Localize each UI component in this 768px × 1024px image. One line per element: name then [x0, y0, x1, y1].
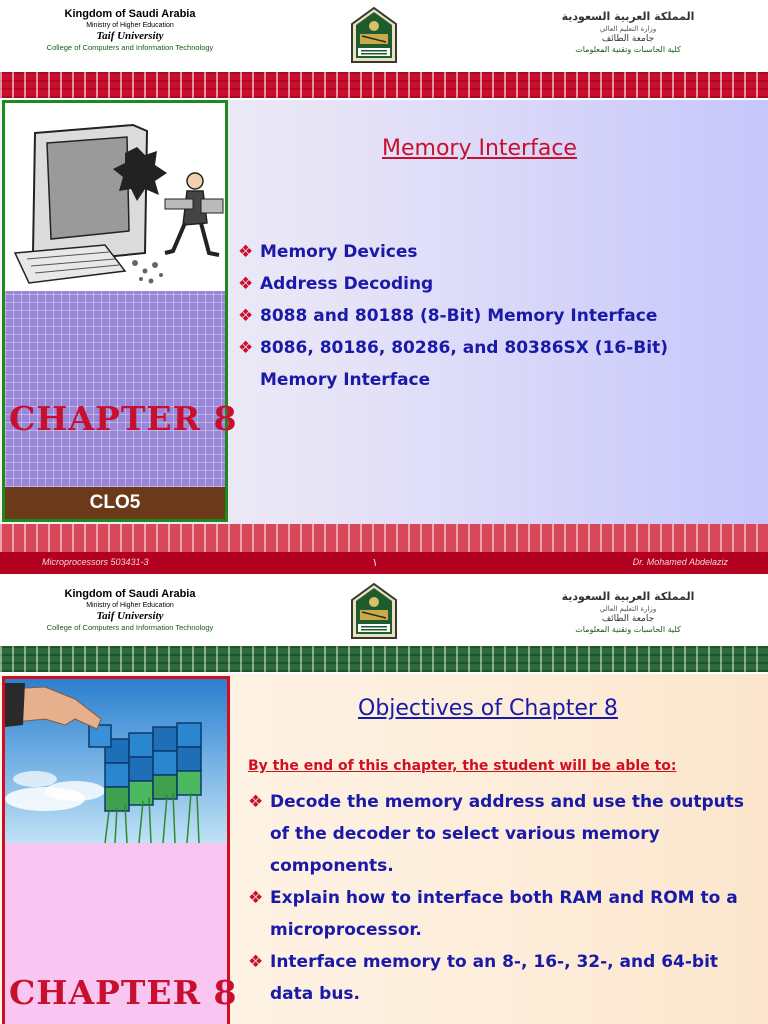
arabic-ministry-label: وزارة التعليم العالي — [599, 25, 657, 33]
decorative-band — [0, 72, 768, 98]
arabic-institution-block — [558, 10, 698, 54]
topic-list — [238, 236, 738, 396]
course-code: Microprocessors 503431-3 — [42, 557, 149, 567]
arabic-ministry-label: وزارة التعليم العالي — [599, 605, 657, 613]
slide-title: Memory Interface — [382, 136, 577, 161]
objectives-intro: By the end of this chapter, the student will be able to: — [248, 758, 677, 774]
slide-header — [0, 580, 768, 646]
university-label: Taif University — [96, 30, 164, 42]
college-label: College of Computers and Information Technology — [46, 623, 214, 632]
hand-cubes-image — [5, 679, 227, 843]
slide-header — [0, 0, 768, 72]
english-institution-block — [30, 588, 230, 632]
ministry-label: Ministry of Higher Education — [86, 602, 174, 609]
arabic-university-label: جامعة الطائف — [601, 614, 655, 624]
kingdom-label: Kingdom of Saudi Arabia — [64, 588, 196, 600]
slide-2 — [0, 580, 768, 1024]
list-item-text: Address Decoding — [260, 274, 434, 294]
slide-footer — [0, 552, 768, 574]
instructor-name: Dr. Mohamed Abdelaziz — [632, 557, 728, 567]
list-item-text: Explain how to interface both RAM and ROM to a microprocessor. — [270, 888, 738, 940]
chapter-panel — [2, 100, 238, 522]
list-item-text: Decode the memory address and use the outputs of the decoder to select various memory components. — [270, 792, 745, 876]
university-label: Taif University — [96, 610, 164, 622]
arabic-college-label: كلية الحاسبات وتقنية المعلومات — [575, 45, 681, 54]
list-item — [238, 332, 738, 396]
chapter-label: CHAPTER 8 — [9, 399, 238, 438]
list-item — [248, 786, 753, 882]
chapter-label: CHAPTER 8 — [9, 973, 238, 1012]
chapter-panel — [2, 676, 238, 1024]
university-logo-icon — [346, 6, 402, 68]
slide-title: Objectives of Chapter 8 — [358, 696, 618, 721]
list-item — [248, 882, 753, 946]
diamond-bullet-icon: ❖ — [238, 338, 254, 358]
arabic-kingdom-label: المملكة العربية السعودية — [561, 590, 695, 603]
arabic-institution-block — [558, 590, 698, 634]
college-label: College of Computers and Information Technology — [46, 43, 214, 52]
diamond-bullet-icon: ❖ — [238, 306, 254, 326]
diamond-bullet-icon: ❖ — [248, 792, 264, 812]
clo-badge: CLO5 — [5, 487, 225, 519]
english-institution-block — [30, 8, 230, 52]
list-item-text: 8088 and 80188 (8-Bit) Memory Interface — [260, 306, 658, 326]
objectives-list — [248, 786, 753, 1010]
decorative-band — [0, 646, 768, 672]
list-item — [238, 268, 738, 300]
list-item-text: Memory Devices — [260, 242, 418, 262]
diamond-bullet-icon: ❖ — [238, 274, 254, 294]
kingdom-label: Kingdom of Saudi Arabia — [64, 8, 196, 20]
ministry-label: Ministry of Higher Education — [86, 22, 174, 29]
decorative-band-bottom — [0, 524, 768, 552]
page-number: ١ — [372, 557, 378, 569]
diamond-bullet-icon: ❖ — [238, 242, 254, 262]
list-item — [248, 946, 753, 1010]
diamond-bullet-icon: ❖ — [248, 952, 264, 972]
list-item-text: Interface memory to an 8-, 16-, 32-, and 64-bit data bus. — [270, 952, 719, 1004]
arabic-college-label: كلية الحاسبات وتقنية المعلومات — [575, 625, 681, 634]
list-item — [238, 300, 738, 332]
diamond-bullet-icon: ❖ — [248, 888, 264, 908]
university-logo-icon — [346, 582, 402, 644]
computer-cartoon-image — [5, 103, 225, 291]
arabic-kingdom-label: المملكة العربية السعودية — [561, 10, 695, 23]
list-item-text: 8086, 80186, 80286, and 80386SX (16-Bit) Memory Interface — [260, 338, 668, 390]
arabic-university-label: جامعة الطائف — [601, 34, 655, 44]
chapter-pattern-area — [5, 291, 225, 487]
list-item — [238, 236, 738, 268]
